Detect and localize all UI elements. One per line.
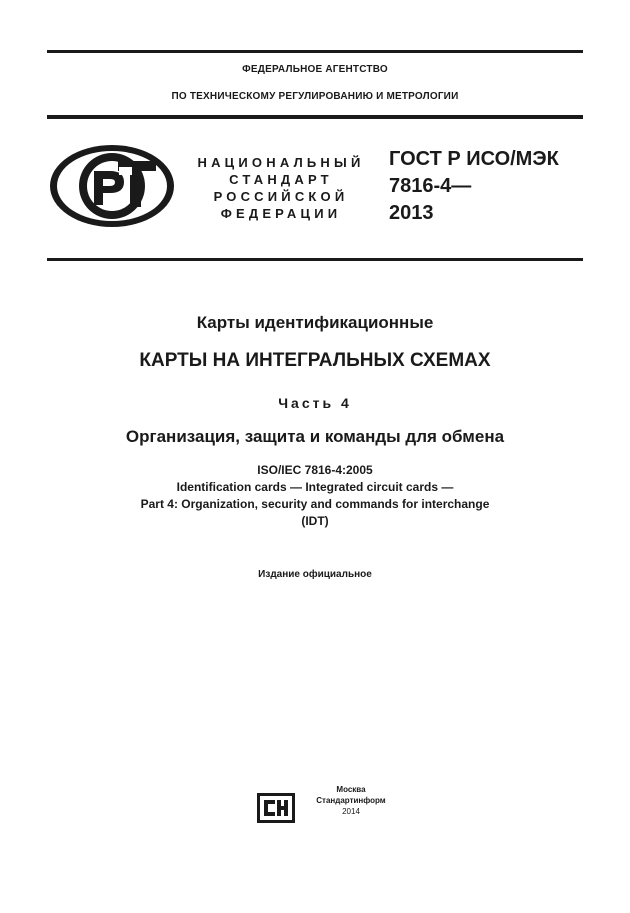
national-line-4: ФЕДЕРАЦИИ [220, 206, 342, 221]
title-line-2: КАРТЫ НА ИНТЕГРАЛЬНЫХ СХЕМАХ [139, 350, 491, 371]
identity-marker: (IDT) [301, 514, 329, 528]
top-rule [47, 50, 583, 53]
iso-title-line-1: Identification cards — Integrated circuit cards — [176, 480, 454, 494]
edition-label: Издание официальное [258, 569, 372, 580]
part-label: Часть 4 [278, 395, 352, 411]
national-line-2: СТАНДАРТ [229, 172, 333, 187]
designation-line-2: 7816-4— [389, 175, 472, 197]
iso-reference: ISO/IEC 7816-4:2005 [257, 463, 373, 477]
standartinform-logo-icon [257, 793, 295, 823]
standard-designation [389, 146, 559, 227]
header-bottom-rule [47, 258, 583, 261]
publisher-city: Москва [336, 785, 366, 794]
rst-gost-emblem-icon [48, 143, 176, 229]
agency-line-2: ПО ТЕХНИЧЕСКОМУ РЕГУЛИРОВАНИЮ И МЕТРОЛОГИИ [171, 91, 459, 102]
publisher-year: 2014 [342, 807, 360, 816]
national-line-3: РОССИЙСКОЙ [213, 189, 349, 204]
subtitle: Организация, защита и команды для обмена [125, 427, 505, 446]
title-line-1: Карты идентификационные [196, 313, 434, 332]
iso-title-line-2: Part 4: Organization, security and commands for interchange [140, 497, 490, 511]
national-standard-label [176, 154, 386, 222]
national-line-1: НАЦИОНАЛЬНЫЙ [197, 155, 365, 170]
designation-line-1: ГОСТ Р ИСО/МЭК [389, 148, 559, 170]
publisher-info [306, 784, 396, 817]
agency-line-1: ФЕДЕРАЛЬНОЕ АГЕНТСТВО [242, 64, 388, 75]
agency-rule [47, 115, 583, 119]
publisher-name: Стандартинформ [316, 796, 386, 805]
designation-line-3: 2013 [389, 202, 434, 224]
